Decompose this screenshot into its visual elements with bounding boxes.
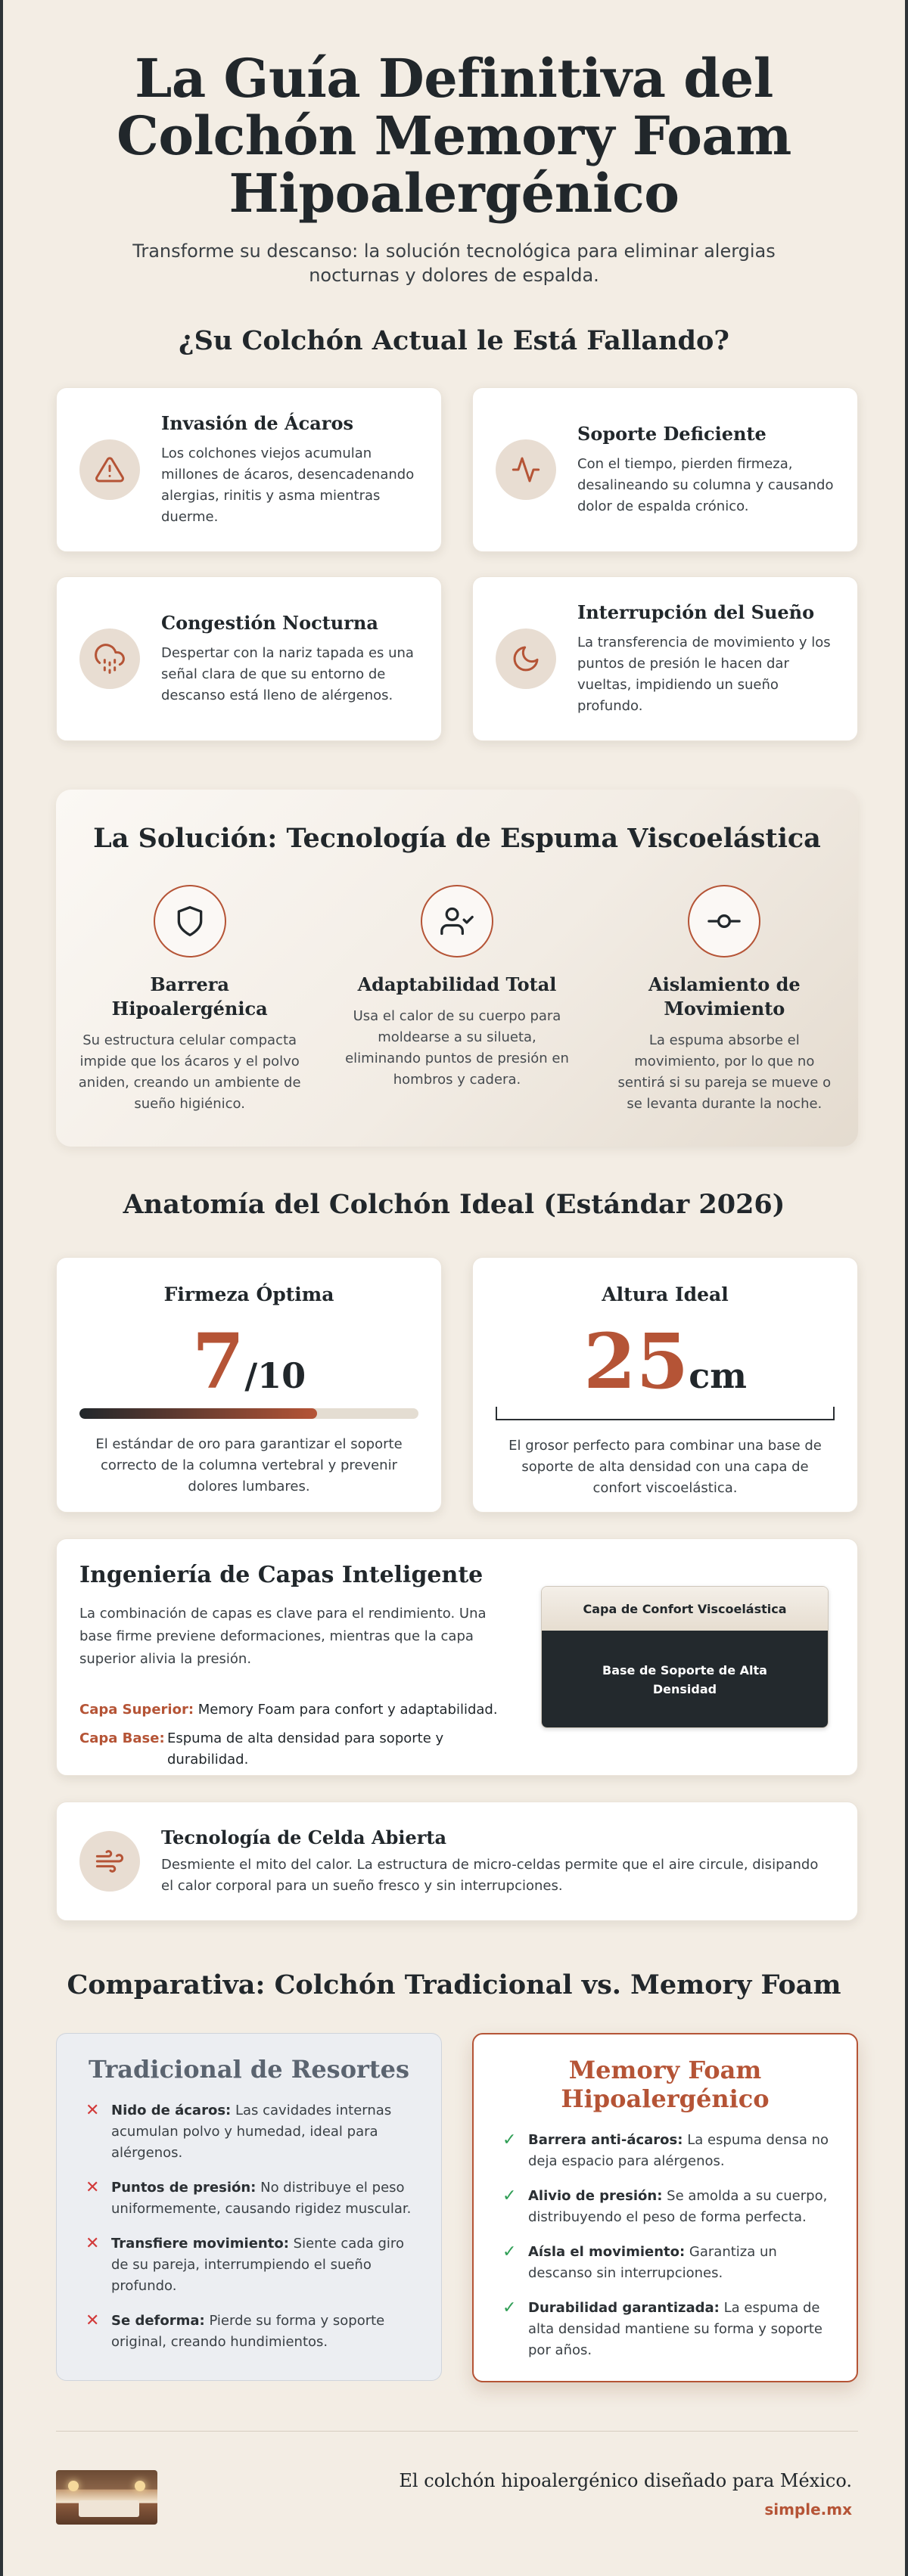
item-bold: Transfiere movimiento: [111,2236,289,2252]
pulse-line-icon [496,439,556,500]
firmness-card [56,1257,442,1513]
firmness-denominator: /10 [244,1355,306,1396]
problem-card-support [472,387,858,552]
item-bold: Se deforma: [111,2313,205,2329]
check-icon: ✓ [502,2131,517,2149]
problem-text: Con el tiempo, pierden firmeza, desalineando su columna y causando dolor de espalda crónico. [577,455,834,514]
cross-icon: ✕ [86,2311,100,2330]
page-subtitle: Transforme su descanso: la solución tecnológica para eliminar alergias nocturnas y dolores de espalda. [132,241,776,286]
item-text: Siente cada giro de su pareja, interrumpiendo el sueño profundo. [111,2236,404,2294]
item-bold: Nido de ácaros: [111,2103,232,2118]
height-bracket [496,1407,835,1420]
problem-title: Congestión Nocturna [161,611,378,634]
moon-icon [496,628,556,689]
warning-triangle-icon [79,439,140,500]
wind-icon [79,1831,140,1892]
height-number: 25 [583,1317,689,1406]
item-text: La espuma de alta densidad mantiene su forma y soporte por años. [528,2300,823,2358]
item-text: Se amolda a su cuerpo, distribuyendo el peso de forma perfecta. [528,2188,828,2225]
list-item [502,2186,834,2228]
height-title: Altura Ideal [602,1283,729,1305]
footer-divider [56,2431,858,2432]
memory-foam-title: Memory Foam Hipoalergénico [561,2056,770,2113]
check-icon: ✓ [502,2186,517,2205]
firmness-value [57,1317,441,1406]
opencell-text: Desmiente el mito del calor. La estructura de micro-celdas permite que el aire circule, disipando el calor corporal para un sueño fresco y sin interrupciones. [161,1856,819,1894]
layers-title: Ingeniería de Capas Inteligente [79,1562,484,1588]
check-icon: ✓ [502,2242,517,2261]
firmness-bar-fill [79,1408,317,1419]
bedroom-thumbnail [56,2470,157,2525]
firmness-bar [79,1408,418,1419]
item-text: La espuma densa no deja espacio para alérgenos. [528,2132,829,2169]
problem-card-congestion [56,576,442,741]
firmness-number: 7 [191,1317,245,1406]
footer [399,2470,852,2519]
layers-intro: La combinación de capas es clave para el rendimiento. Una base firme previene deformaciones, mientras que la capa superior alivia la presión. [79,1606,487,1667]
comparison-title: Comparativa: Colchón Tradicional vs. Memory Foam [67,1969,841,2000]
commit-icon [688,885,760,957]
height-card [472,1257,858,1513]
list-item [502,2242,834,2284]
solution-item-text: La espuma absorbe el movimiento, por lo que no sentirá si su pareja se mueve o se levanta durante la noche. [617,1032,832,1112]
layer-top-line [79,1699,498,1721]
solution-item-title: Barrera Hipoalergénica [111,973,268,1020]
footer-tagline: El colchón hipoalergénico diseñado para México. [399,2470,852,2491]
height-value [473,1317,857,1406]
page-title: La Guía Definitiva del Colchón Memory Foam Hipoalergénico [117,47,791,225]
cloud-drizzle-icon [79,628,140,689]
solution-item-title: Adaptabilidad Total [357,973,557,995]
item-text: No distribuye el peso uniformemente, causando rigidez muscular. [111,2180,412,2217]
layer-base-line [79,1728,485,1771]
solution-title: La Solución: Tecnología de Espuma Viscoelástica [93,823,821,854]
shield-icon [154,885,226,957]
opencell-card [56,1802,858,1921]
height-unit: cm [689,1355,747,1396]
layer-top-text: Memory Foam para confort y adaptabilidad. [197,1702,498,1718]
bed-shape [79,2500,139,2517]
cross-icon: ✕ [86,2178,100,2197]
opencell-title: Tecnología de Celda Abierta [161,1826,447,1848]
problem-text: Despertar con la nariz tapada es una señal clara de que su entorno de descanso está lleno de alérgenos. [161,644,414,703]
layers-card [56,1538,858,1776]
item-text: Garantiza un descanso sin interrupciones. [528,2244,777,2281]
problem-card-sleep [472,576,858,741]
solution-item-text: Su estructura celular compacta impide que los ácaros y el polvo aniden, creando un ambiente de sueño higiénico. [78,1032,301,1112]
layer-diagram-base: Base de Soporte de Alta Densidad [542,1631,828,1728]
item-bold: Alivio de presión: [528,2188,663,2204]
firmness-text: El estándar de oro para garantizar el soporte correcto de la columna vertebral y prevenir dolores lumbares. [95,1436,403,1494]
item-bold: Aísla el movimiento: [528,2244,686,2260]
check-icon: ✓ [502,2298,517,2317]
list-item [86,2177,418,2220]
item-bold: Durabilidad garantizada: [528,2300,720,2316]
problems-grid [56,387,858,741]
hero [3,0,905,287]
height-text: El grosor perfecto para combinar una base de soporte de alta densidad con una capa de confort viscoelástica. [508,1438,822,1496]
anatomy-title: Anatomía del Colchón Ideal (Estándar 2026) [123,1189,785,1220]
layer-base-text: Espuma de alta densidad para soporte y durabilidad. [167,1730,444,1768]
problem-title: Interrupción del Sueño [577,601,815,623]
list-item [86,2100,418,2164]
layer-top-label: Capa Superior: [79,1702,194,1718]
firmness-title: Firmeza Óptima [163,1283,334,1305]
problem-title: Soporte Deficiente [577,422,767,445]
traditional-column [56,2033,442,2381]
user-check-icon [421,885,493,957]
problem-text: Los colchones viejos acumulan millones de ácaros, desencadenando alergias, rinitis y asma mientras duerme. [161,445,415,525]
problem-text: La transferencia de movimiento y los puntos de presión le hacen dar vueltas, impidiendo un sueño profundo. [577,634,831,714]
solution-item [611,885,838,1115]
cross-icon: ✕ [86,2234,100,2253]
cross-icon: ✕ [86,2101,100,2120]
item-text: Pierde su forma y soporte original, creando hundimientos. [111,2313,385,2350]
brand-link[interactable]: simple.mx [764,2500,852,2519]
problem-card-mites [56,387,442,552]
layer-base-label: Capa Base: [79,1730,165,1746]
list-item [86,2233,418,2297]
problem-title: Invasión de Ácaros [161,411,353,434]
list-item [502,2130,834,2172]
traditional-title: Tradicional de Resortes [88,2055,410,2084]
anatomy-metrics [56,1257,858,1513]
item-bold: Barrera anti-ácaros: [528,2132,683,2148]
solution-item [344,885,571,1115]
solution-item-title: Aislamiento de Movimiento [648,973,801,1020]
lamp-light [68,2481,79,2491]
memory-foam-column [472,2033,858,2382]
solution-panel [56,790,858,1147]
item-bold: Puntos de presión: [111,2180,257,2196]
item-text: Las cavidades internas acumulan polvo y humedad, ideal para alérgenos. [111,2103,392,2161]
list-item [86,2311,418,2353]
list-item [502,2298,834,2361]
solution-item [76,885,303,1115]
solution-item-text: Usa el calor de su cuerpo para moldearse a su silueta, eliminando puntos de presión en hombros y cadera. [345,1008,569,1088]
layer-diagram-top: Capa de Confort Viscoelástica [542,1587,828,1631]
layer-diagram [541,1586,829,1728]
lamp-light [135,2481,145,2491]
problems-title: ¿Su Colchón Actual le Está Fallando? [179,325,729,356]
